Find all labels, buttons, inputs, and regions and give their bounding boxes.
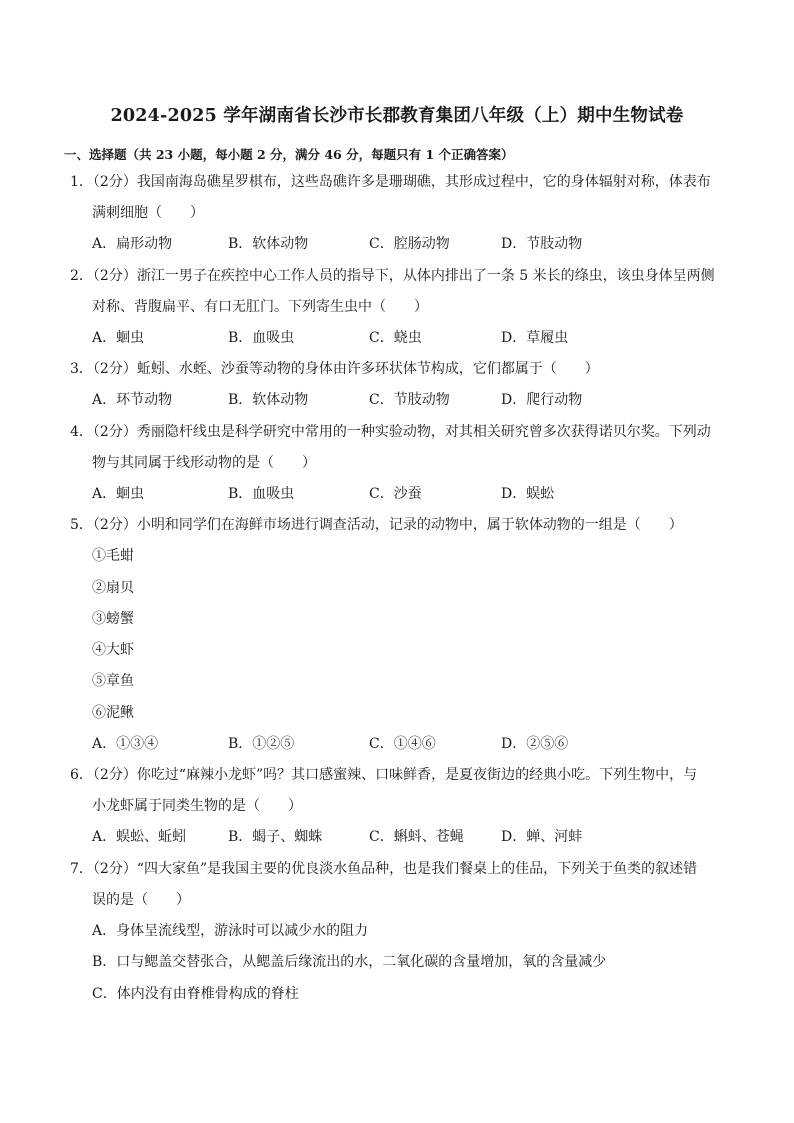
question-5-option-d: D．②⑤⑥	[501, 736, 569, 752]
question-7-option-b: B．口与鳃盖交替张合，从鳃盖后缘流出的水，二氧化碳的含量增加，氧的含量减少	[92, 954, 607, 970]
question-7-line-2: 误的是（ ）	[92, 892, 190, 908]
question-4-option-a: A．蛔虫	[92, 486, 145, 502]
question-7-line-1: 7．（2分）“四大家鱼”是我国主要的优良淡水鱼品种，也是我们餐桌上的佳品，下列关于鱼类的叙述错	[70, 861, 698, 877]
question-6-line-1: 6．（2分）你吃过“麻辣小龙虾”吗？其口感蜜辣、口味鲜香，是夏夜街边的经典小吃。下列生物中，与	[70, 767, 698, 783]
question-5-item-2: ②扇贝	[92, 580, 134, 596]
question-1-line-2: 满刺细胞（ ）	[92, 205, 204, 221]
question-4-option-b: B．血吸虫	[228, 486, 295, 502]
question-4-option-c: C．沙蚕	[369, 486, 422, 502]
question-1-option-b: B．软体动物	[228, 236, 309, 252]
question-5-item-1: ①毛蚶	[92, 548, 134, 564]
question-2-option-c: C．蛲虫	[369, 330, 422, 346]
question-6-option-b: B．蝎子、蜘蛛	[228, 829, 323, 845]
question-5-item-4: ④大虾	[92, 642, 134, 658]
question-1-option-c: C．腔肠动物	[369, 236, 450, 252]
question-4-line-1: 4．（2分）秀丽隐杆线虫是科学研究中常用的一种实验动物，对其相关研究曾多次获得诺贝尔奖。下列动	[70, 424, 711, 440]
question-5-item-6: ⑥泥鳅	[92, 705, 134, 721]
section-heading: 一、选择题（共 23 小题，每小题 2 分，满分 46 分，每题只有 1 个正确答案）	[64, 147, 514, 162]
question-2-option-b: B．血吸虫	[228, 330, 295, 346]
question-5-option-b: B．①②⑤	[228, 736, 295, 752]
question-2-line-1: 2．（2分）浙江一男子在疾控中心工作人员的指导下，从体内排出了一条 5 米长的绦虫，该虫身体呈两侧	[70, 268, 715, 284]
question-7-option-a: A．身体呈流线型，游泳时可以减少水的阻力	[92, 923, 369, 939]
question-5-option-a: A．①③④	[92, 736, 159, 752]
question-5-item-5: ⑤章鱼	[92, 673, 134, 689]
question-3-option-d: D．爬行动物	[501, 392, 583, 408]
question-3-option-a: A．环节动物	[92, 392, 173, 408]
question-3-option-c: C．节肢动物	[369, 392, 450, 408]
exam-title: 2024-2025 学年湖南省长沙市长郡教育集团八年级（上）期中生物试卷	[110, 106, 684, 126]
question-2-option-a: A．蛔虫	[92, 330, 145, 346]
question-4-line-2: 物与其同属于线形动物的是（ ）	[92, 455, 316, 471]
question-5-item-3: ③螃蟹	[92, 611, 134, 627]
question-6-line-2: 小龙虾属于同类生物的是（ ）	[92, 798, 302, 814]
question-5-line-1: 5．（2分）小明和同学们在海鲜市场进行调查活动，记录的动物中，属于软体动物的一组是（ ）	[70, 517, 683, 533]
question-2-option-d: D．草履虫	[501, 330, 569, 346]
question-3-line-1: 3．（2分）蚯蚓、水蛭、沙蚕等动物的身体由许多环状体节构成，它们都属于（ ）	[70, 361, 599, 377]
question-6-option-a: A．蜈蚣、蚯蚓	[92, 829, 187, 845]
question-3-option-b: B．软体动物	[228, 392, 309, 408]
question-1-option-d: D．节肢动物	[501, 236, 583, 252]
question-2-line-2: 对称、背腹扁平、有口无肛门。下列寄生虫中（ ）	[92, 299, 428, 315]
question-5-option-c: C．①④⑥	[369, 736, 436, 752]
question-7-option-c: C．体内没有由脊椎骨构成的脊柱	[92, 986, 299, 1002]
question-6-option-d: D．蝉、河蚌	[501, 829, 583, 845]
question-6-option-c: C．蝌蚪、苍蝇	[369, 829, 464, 845]
question-1-line-1: 1．（2分）我国南海岛礁星罗棋布，这些岛礁许多是珊瑚礁，其形成过程中，它的身体辐射对称，体表布	[70, 174, 711, 190]
question-1-option-a: A．扁形动物	[92, 236, 173, 252]
question-4-option-d: D．蜈蚣	[501, 486, 555, 502]
